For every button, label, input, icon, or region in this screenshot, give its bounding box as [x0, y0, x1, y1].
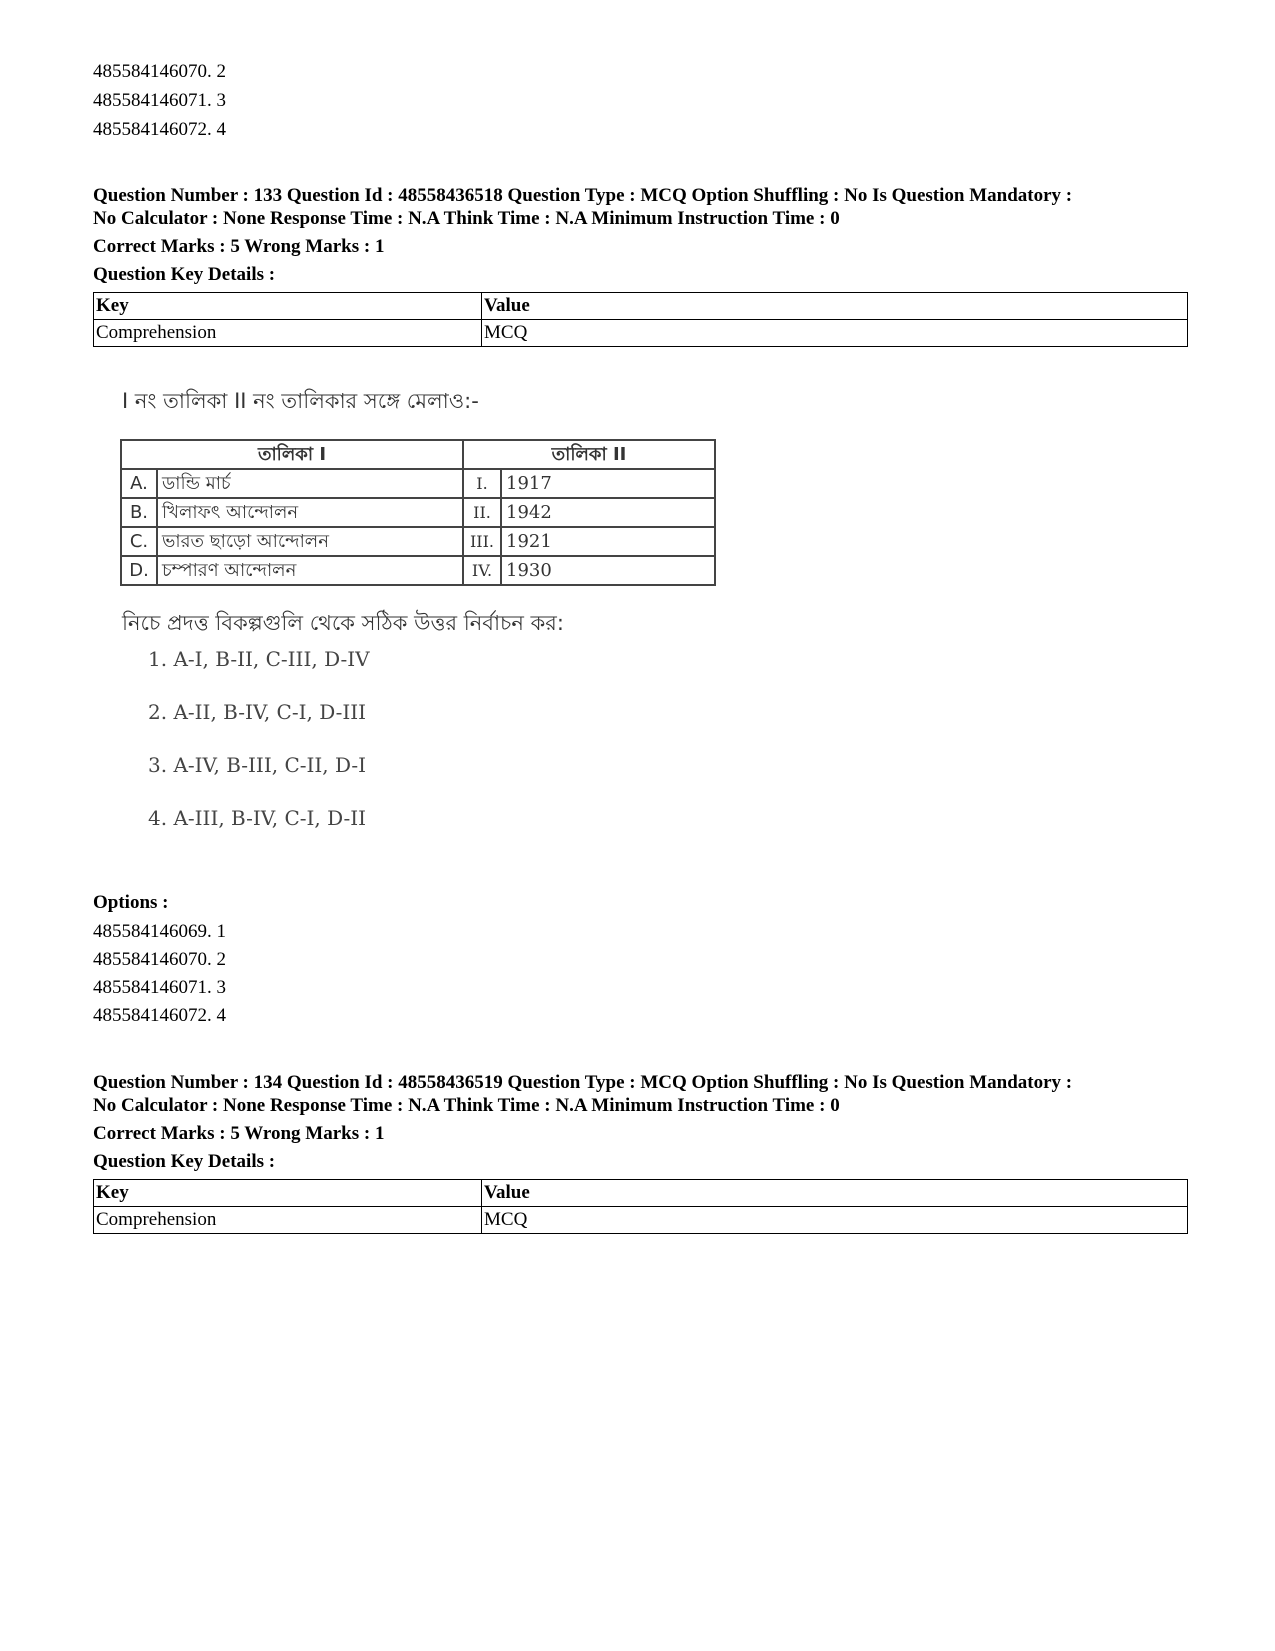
option-line: 485584146072. 4 [93, 119, 226, 140]
question-key-details-label: Question Key Details : [93, 1151, 276, 1172]
match-row-roman: I. [463, 469, 501, 498]
question-key-table [93, 1179, 1188, 1234]
table-header-key: Key [94, 293, 482, 320]
option-line: 485584146071. 3 [93, 977, 226, 998]
table-header-row [94, 1180, 1188, 1207]
table-cell-value: MCQ [482, 1207, 1188, 1234]
match-row-roman: II. [463, 498, 501, 527]
option-line: 485584146071. 3 [93, 90, 226, 111]
answer-choice: 2. A-II, B-IV, C-I, D-III [148, 700, 367, 724]
question-instruction: I নং তালিকা II নং তালিকার সঙ্গে মেলাও:- [122, 389, 479, 413]
table-header-row [94, 293, 1188, 320]
match-table-header-row [121, 440, 715, 469]
match-row-letter: B. [121, 498, 157, 527]
options-label: Options : [93, 892, 169, 913]
match-col2-header: তালিকা II [463, 440, 715, 469]
answer-choice: 3. A-IV, B-III, C-II, D-I [148, 753, 367, 777]
option-line: 485584146070. 2 [93, 949, 226, 970]
question-sub-instruction: নিচে প্রদত্ত বিকল্পগুলি থেকে সঠিক উত্তর নির্বাচন কর: [122, 611, 564, 635]
match-row-roman: IV. [463, 556, 501, 585]
option-line: 485584146070. 2 [93, 61, 226, 82]
match-row-year: 1921 [501, 527, 715, 556]
match-row-text: ভারত ছাড়ো আন্দোলন [157, 527, 463, 556]
match-table-row [121, 527, 715, 556]
table-row [94, 1207, 1188, 1234]
table-header-value: Value [482, 1180, 1188, 1207]
match-row-year: 1930 [501, 556, 715, 585]
answer-choice: 1. A-I, B-II, C-III, D-IV [148, 647, 370, 671]
question-meta-line: No Calculator : None Response Time : N.A Think Time : N.A Minimum Instruction Time : 0 [93, 1095, 840, 1116]
table-cell-key: Comprehension [94, 1207, 482, 1234]
match-row-roman: III. [463, 527, 501, 556]
match-table-row [121, 498, 715, 527]
answer-choice: 4. A-III, B-IV, C-I, D-II [148, 806, 367, 830]
question-image [108, 375, 728, 875]
question-marks: Correct Marks : 5 Wrong Marks : 1 [93, 236, 385, 257]
question-meta-line: Question Number : 133 Question Id : 48558436518 Question Type : MCQ Option Shuffling : No Is Question Mandatory : [93, 185, 1073, 206]
question-meta-line: Question Number : 134 Question Id : 48558436519 Question Type : MCQ Option Shuffling : No Is Question Mandatory : [93, 1072, 1073, 1093]
match-table-row [121, 469, 715, 498]
match-table-row [121, 556, 715, 585]
question-key-table [93, 292, 1188, 347]
match-col1-header: তালিকা I [121, 440, 463, 469]
question-marks: Correct Marks : 5 Wrong Marks : 1 [93, 1123, 385, 1144]
question-meta-line: No Calculator : None Response Time : N.A Think Time : N.A Minimum Instruction Time : 0 [93, 208, 840, 229]
table-header-key: Key [94, 1180, 482, 1207]
match-row-text: ডান্ডি মার্চ [157, 469, 463, 498]
match-row-text: খিলাফৎ আন্দোলন [157, 498, 463, 527]
match-row-letter: D. [121, 556, 157, 585]
option-line: 485584146072. 4 [93, 1005, 226, 1026]
match-row-year: 1917 [501, 469, 715, 498]
match-row-letter: A. [121, 469, 157, 498]
match-table [120, 439, 716, 586]
question-key-details-label: Question Key Details : [93, 264, 276, 285]
table-header-value: Value [482, 293, 1188, 320]
match-row-text: চম্পারণ আন্দোলন [157, 556, 463, 585]
table-cell-key: Comprehension [94, 320, 482, 347]
table-cell-value: MCQ [482, 320, 1188, 347]
table-row [94, 320, 1188, 347]
option-line: 485584146069. 1 [93, 921, 226, 942]
match-row-letter: C. [121, 527, 157, 556]
match-row-year: 1942 [501, 498, 715, 527]
